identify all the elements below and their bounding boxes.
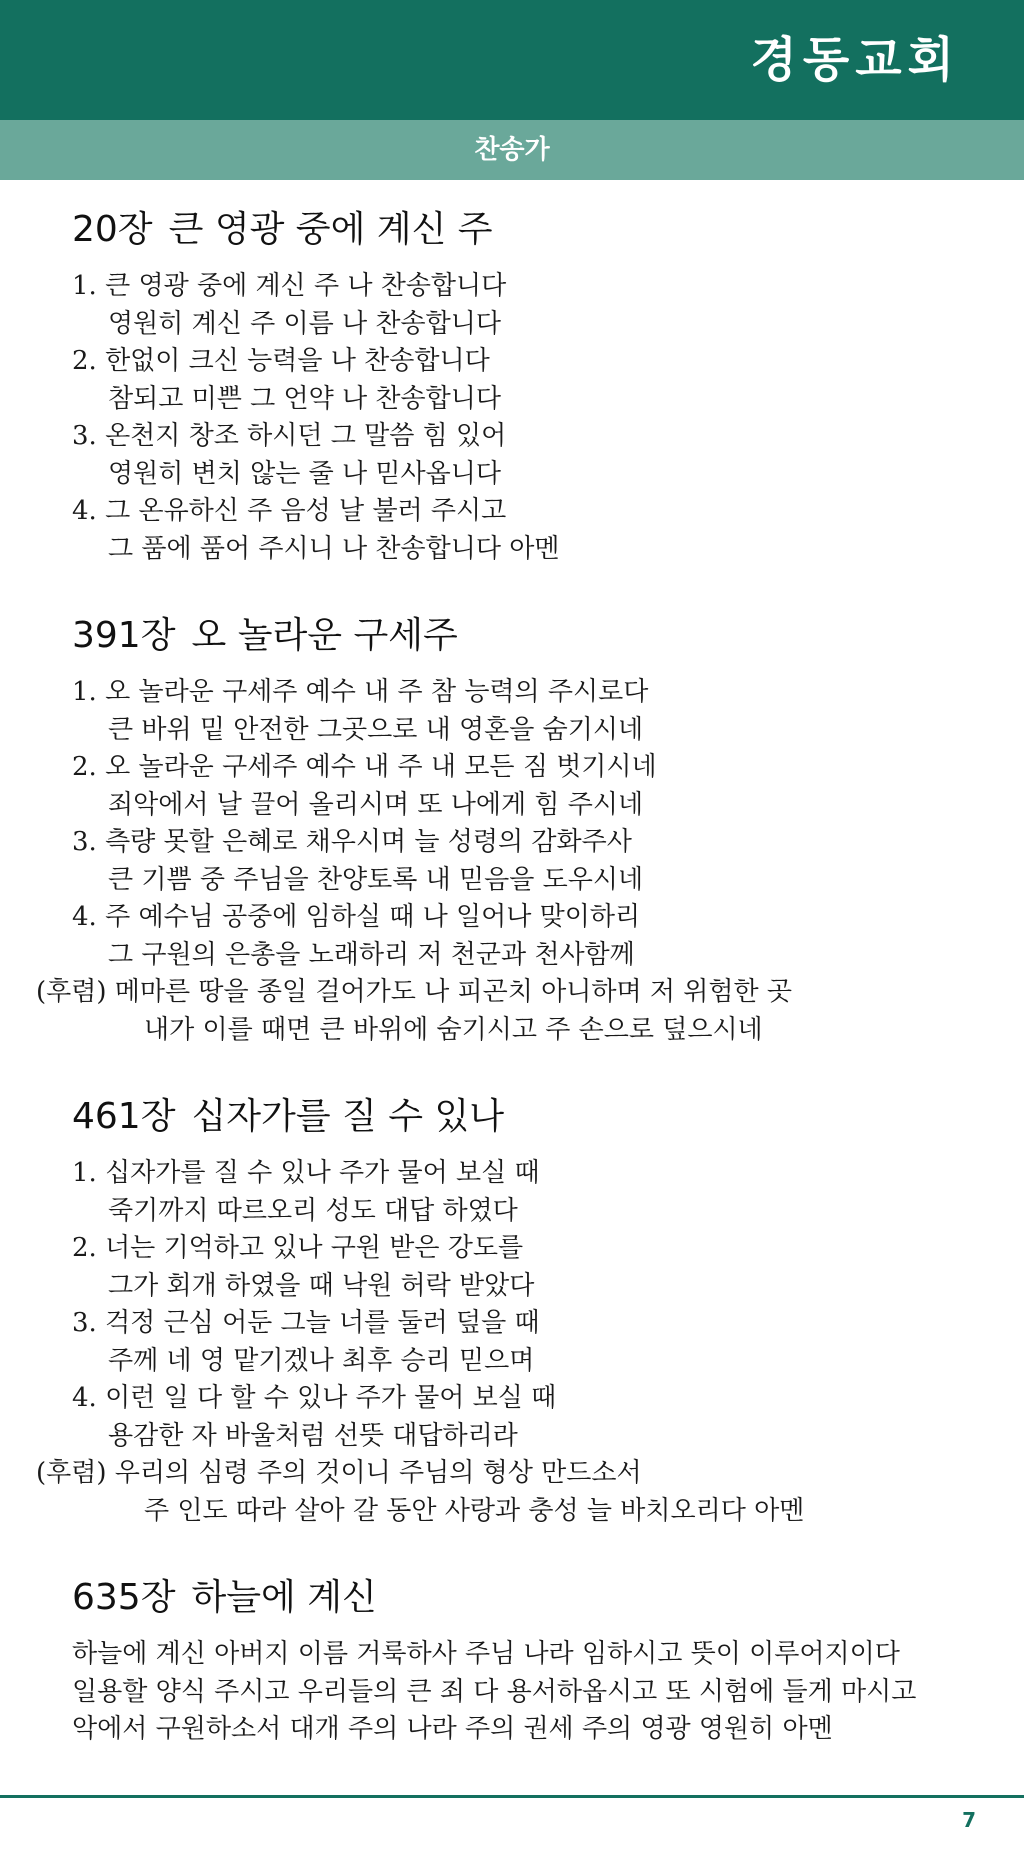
header-bar <box>0 0 1024 120</box>
verse-line: 3. 온천지 창조 하시던 그 말씀 힘 있어 <box>72 421 507 451</box>
verse-line: 2. 오 놀라운 구세주 예수 내 주 내 모든 짐 벗기시네 <box>72 752 657 782</box>
hymn-461 <box>36 1093 972 1530</box>
verse-line: 1. 십자가를 질 수 있나 주가 물어 보실 때 <box>72 1158 540 1188</box>
church-logo: 경동교회 <box>750 32 960 88</box>
verse-line: 참되고 미쁜 그 언약 나 찬송합니다 <box>108 383 501 414</box>
verse-2 <box>72 1230 972 1305</box>
verse-line: 큰 기쁨 중 주님을 찬양토록 내 믿음을 도우시네 <box>108 864 644 895</box>
verse-2 <box>72 749 972 824</box>
prayer-line: 악에서 구원하소서 대개 주의 나라 주의 권세 주의 영광 영원히 아멘 <box>72 1714 833 1744</box>
verse-line: 주께 네 영 맡기겠나 최후 승리 믿으며 <box>108 1345 535 1376</box>
verse-line: 그가 회개 하였을 때 낙원 허락 받았다 <box>108 1270 535 1301</box>
verse-line: 영원히 계신 주 이름 나 찬송합니다 <box>108 308 501 339</box>
hymn-title <box>72 206 972 254</box>
verse-4 <box>72 493 972 568</box>
footer-divider <box>0 1795 1024 1798</box>
verse-line: 죄악에서 날 끌어 올리시며 또 나에게 힘 주시네 <box>108 789 644 820</box>
verse-3 <box>72 418 972 493</box>
verse-4 <box>72 899 972 974</box>
hymn-number: 635장 <box>72 1577 176 1618</box>
hymn-635 <box>72 1574 972 1749</box>
verse-line: 그 품에 품어 주시니 나 찬송합니다 아멘 <box>108 533 560 564</box>
prayer-line: 일용할 양식 주시고 우리들의 큰 죄 다 용서하옵시고 또 시험에 들게 마시고 <box>72 1676 917 1707</box>
verse-4 <box>72 1380 972 1455</box>
verse-1 <box>72 268 972 343</box>
verse-line: 1. 큰 영광 중에 계신 주 나 찬송합니다 <box>72 271 507 301</box>
verse-3 <box>72 1305 972 1380</box>
hymn-title <box>72 612 972 660</box>
chorus-line: (후렴) 우리의 심령 주의 것이니 주님의 형상 만드소서 <box>36 1458 642 1488</box>
verse-line: 4. 주 예수님 공중에 임하실 때 나 일어나 맞이하리 <box>72 902 641 932</box>
verse-line: 1. 오 놀라운 구세주 예수 내 주 참 능력의 주시로다 <box>72 677 649 707</box>
verse-line: 3. 걱정 근심 어둔 그늘 너를 둘러 덮을 때 <box>72 1308 540 1338</box>
verse-line: 4. 이런 일 다 할 수 있나 주가 물어 보실 때 <box>72 1383 557 1413</box>
verse-line: 죽기까지 따르오리 성도 대답 하였다 <box>108 1195 518 1226</box>
section-title: 찬송가 <box>0 120 1024 180</box>
verse-1 <box>72 674 972 749</box>
verse-line: 그 구원의 은총을 노래하리 저 천군과 천사함께 <box>108 939 635 970</box>
prayer-text <box>72 1636 972 1749</box>
hymn-20 <box>72 206 972 568</box>
hymn-name: 십자가를 질 수 있나 <box>191 1096 505 1137</box>
verse-line: 영원히 변치 않는 줄 나 믿사옵니다 <box>108 458 501 489</box>
verse-3 <box>72 824 972 899</box>
verse-line: 3. 측량 못할 은혜로 채우시며 늘 성령의 감화주사 <box>72 827 632 857</box>
hymn-number: 20장 <box>72 209 153 250</box>
verse-1 <box>72 1155 972 1230</box>
hymn-name: 오 놀라운 구세주 <box>191 615 458 656</box>
chorus <box>36 1455 972 1530</box>
hymn-title <box>72 1574 972 1622</box>
chorus-line: (후렴) 메마른 땅을 종일 걸어가도 나 피곤치 아니하며 저 위험한 곳 <box>36 977 792 1007</box>
page-number: 7 <box>962 1808 976 1832</box>
verse-line: 2. 한없이 크신 능력을 나 찬송합니다 <box>72 346 490 376</box>
hymn-name: 큰 영광 중에 계신 주 <box>168 209 493 250</box>
verse-line: 4. 그 온유하신 주 음성 날 불러 주시고 <box>72 496 507 526</box>
verse-line: 큰 바위 밑 안전한 그곳으로 내 영혼을 숨기시네 <box>108 714 644 745</box>
chorus-line: 내가 이를 때면 큰 바위에 숨기시고 주 손으로 덮으시네 <box>144 1014 763 1045</box>
hymn-name: 하늘에 계신 <box>191 1577 377 1618</box>
hymn-391 <box>36 612 972 1049</box>
hymn-number: 461장 <box>72 1096 176 1137</box>
hymn-title <box>72 1093 972 1141</box>
chorus-line: 주 인도 따라 살아 갈 동안 사랑과 충성 늘 바치오리다 아멘 <box>144 1495 805 1526</box>
hymn-number: 391장 <box>72 615 176 656</box>
chorus <box>36 974 972 1049</box>
verse-line: 용감한 자 바울처럼 선뜻 대답하리라 <box>108 1420 518 1451</box>
verse-2 <box>72 343 972 418</box>
verse-line: 2. 너는 기억하고 있나 구원 받은 강도를 <box>72 1233 524 1263</box>
prayer-line: 하늘에 계신 아버지 이름 거룩하사 주님 나라 임하시고 뜻이 이루어지이다 <box>72 1639 900 1669</box>
